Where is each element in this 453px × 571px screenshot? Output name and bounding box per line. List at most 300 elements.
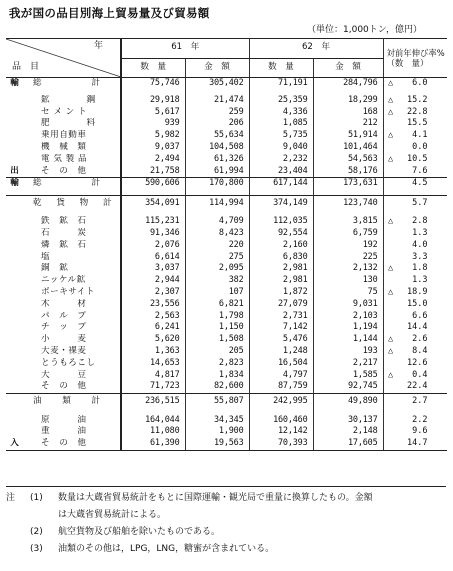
footnote-tag bbox=[6, 507, 30, 524]
change-value: 3.3 bbox=[412, 251, 428, 262]
row-label: そ の 他 bbox=[23, 438, 121, 450]
change-pct bbox=[383, 216, 447, 228]
section-label: 出 bbox=[10, 165, 19, 176]
amt62-header: 金 額 bbox=[313, 58, 383, 78]
row-label: 木 材 bbox=[23, 299, 121, 311]
amt-62: 173,631 bbox=[313, 178, 383, 190]
change-pct bbox=[383, 426, 447, 438]
row-label: セ メ ン ト bbox=[23, 107, 121, 119]
amt-61: 82,600 bbox=[185, 381, 249, 393]
change-pct bbox=[383, 394, 447, 410]
change-value: 9.6 bbox=[412, 426, 428, 437]
table-row bbox=[6, 107, 447, 119]
qty-61: 2,944 bbox=[121, 275, 185, 287]
change-value: 4.1 bbox=[412, 130, 428, 141]
change-pct bbox=[383, 240, 447, 252]
qty-62: 4,797 bbox=[249, 370, 313, 382]
qty-62: 1,248 bbox=[249, 346, 313, 358]
item-axis-label: 品 目 bbox=[12, 62, 40, 72]
decrease-marker: △ bbox=[387, 334, 394, 345]
section-label bbox=[6, 370, 23, 382]
year-62-header: 62 年 bbox=[249, 39, 383, 59]
qty-62: 27,079 bbox=[249, 299, 313, 311]
qty-61: 71,723 bbox=[121, 381, 185, 393]
qty-61: 11,080 bbox=[121, 426, 185, 438]
change-value: 1.3 bbox=[412, 275, 428, 286]
row-label: 燐 鉱 石 bbox=[23, 240, 121, 252]
change-header bbox=[383, 39, 447, 78]
qty-61: 2,307 bbox=[121, 287, 185, 299]
table-row bbox=[6, 240, 447, 252]
footnote-tag: 注 bbox=[6, 493, 16, 503]
change-value: 4.0 bbox=[412, 239, 428, 250]
change-pct bbox=[383, 130, 447, 142]
qty-61: 5,982 bbox=[121, 130, 185, 142]
amt-62: 1,194 bbox=[313, 322, 383, 334]
decrease-marker: △ bbox=[387, 153, 394, 164]
qty-61: 91,346 bbox=[121, 228, 185, 240]
table-row bbox=[6, 381, 447, 393]
table-row bbox=[6, 95, 447, 107]
amt-62: 3,815 bbox=[313, 216, 383, 228]
amt-62: 49,890 bbox=[313, 394, 383, 410]
table-row bbox=[6, 299, 447, 311]
change-pct bbox=[383, 299, 447, 311]
row-label: 石 炭 bbox=[23, 228, 121, 240]
row-label: 大 豆 bbox=[23, 370, 121, 382]
decrease-marker: △ bbox=[387, 216, 394, 227]
qty-61: 5,617 bbox=[121, 107, 185, 119]
qty-61: 14,653 bbox=[121, 358, 185, 370]
amt-61: 1,508 bbox=[185, 334, 249, 346]
amt-62: 17,605 bbox=[313, 438, 383, 450]
qty-61: 1,363 bbox=[121, 346, 185, 358]
qty-62: 2,160 bbox=[249, 240, 313, 252]
amt-62: 54,563 bbox=[313, 154, 383, 166]
change-pct bbox=[383, 334, 447, 346]
table-row bbox=[6, 216, 447, 228]
qty-61: 21,758 bbox=[121, 166, 185, 178]
footnote-number: (2) bbox=[30, 527, 43, 537]
row-label: 肥 料 bbox=[23, 118, 121, 130]
table-row bbox=[6, 438, 447, 450]
row-label: 重 油 bbox=[23, 426, 121, 438]
change-pct bbox=[383, 358, 447, 370]
qty-62: 1,872 bbox=[249, 287, 313, 299]
amt-61: 275 bbox=[185, 252, 249, 264]
change-pct bbox=[383, 107, 447, 119]
amt-61: 1,798 bbox=[185, 311, 249, 323]
change-value: 6.0 bbox=[412, 78, 428, 88]
amt-62: 58,176 bbox=[313, 166, 383, 178]
amt-62: 168 bbox=[313, 107, 383, 119]
corner-header-cell bbox=[6, 39, 121, 78]
amt-61: 6,821 bbox=[185, 299, 249, 311]
amt-61: 107 bbox=[185, 287, 249, 299]
year-61-header: 61 年 bbox=[121, 39, 249, 59]
row-label: そ の 他 bbox=[23, 166, 121, 178]
section-label bbox=[6, 311, 23, 323]
change-pct bbox=[383, 195, 447, 211]
amt-61: 170,800 bbox=[185, 178, 249, 190]
row-label: 小 麦 bbox=[23, 334, 121, 346]
amt-61: 21,474 bbox=[185, 95, 249, 107]
section-label bbox=[6, 381, 23, 393]
amt-62: 2,148 bbox=[313, 426, 383, 438]
trade-table bbox=[6, 38, 447, 451]
table-row bbox=[6, 358, 447, 370]
section-label bbox=[6, 299, 23, 311]
amt-61: 55,807 bbox=[185, 394, 249, 410]
amt-62: 101,464 bbox=[313, 142, 383, 154]
qty-62: 2,731 bbox=[249, 311, 313, 323]
amt-62: 18,299 bbox=[313, 95, 383, 107]
amt-62: 284,796 bbox=[313, 78, 383, 90]
qty-61: 3,037 bbox=[121, 263, 185, 275]
amt-61: 61,994 bbox=[185, 166, 249, 178]
change-value: 15.2 bbox=[407, 94, 428, 105]
amt-61: 220 bbox=[185, 240, 249, 252]
amt-61: 55,634 bbox=[185, 130, 249, 142]
qty-62: 71,191 bbox=[249, 78, 313, 90]
amt-62: 6,759 bbox=[313, 228, 383, 240]
change-header-text: 対前年伸び率%（数 量） bbox=[386, 47, 445, 68]
amt-61: 8,423 bbox=[185, 228, 249, 240]
row-label: 電 気 製 品 bbox=[23, 154, 121, 166]
row-label: 大麦・裸麦 bbox=[23, 346, 121, 358]
table-row bbox=[6, 346, 447, 358]
qty61-header: 数 量 bbox=[121, 58, 185, 78]
table-row bbox=[6, 178, 447, 190]
change-value: 22.8 bbox=[407, 106, 428, 117]
qty-61: 6,241 bbox=[121, 322, 185, 334]
row-label: ボーキサイト bbox=[23, 287, 121, 299]
section-label bbox=[6, 415, 23, 427]
change-pct bbox=[383, 263, 447, 275]
qty-62: 2,981 bbox=[249, 263, 313, 275]
change-value: 2.2 bbox=[412, 414, 428, 425]
footnote-number: (1) bbox=[30, 493, 43, 503]
change-value: 14.4 bbox=[407, 322, 428, 333]
section-label: 入 bbox=[6, 438, 23, 450]
qty-62: 6,830 bbox=[249, 252, 313, 264]
decrease-marker: △ bbox=[387, 106, 394, 117]
change-pct bbox=[383, 166, 447, 178]
change-pct bbox=[383, 346, 447, 358]
change-pct bbox=[383, 415, 447, 427]
amt-61: 382 bbox=[185, 275, 249, 287]
section-label bbox=[6, 228, 23, 240]
amt-61: 1,150 bbox=[185, 322, 249, 334]
row-label: 乾 貨 物 計 bbox=[23, 195, 121, 211]
decrease-marker: △ bbox=[387, 369, 394, 380]
table-row bbox=[6, 78, 447, 90]
table-row bbox=[6, 287, 447, 299]
qty-62: 5,476 bbox=[249, 334, 313, 346]
table-row bbox=[6, 142, 447, 154]
change-pct bbox=[383, 252, 447, 264]
decrease-marker: △ bbox=[387, 94, 394, 105]
amt-62: 2,132 bbox=[313, 263, 383, 275]
footnote-text: 数量は大蔵省貿易統計をもとに国際運輸・観光局で重量に換算したもの。金額 bbox=[58, 493, 373, 503]
qty-62: 87,759 bbox=[249, 381, 313, 393]
footnote-line bbox=[6, 541, 446, 558]
qty-62: 7,142 bbox=[249, 322, 313, 334]
table-row bbox=[6, 370, 447, 382]
table-row bbox=[6, 252, 447, 264]
qty-61: 61,390 bbox=[121, 438, 185, 450]
change-value: 15.0 bbox=[407, 298, 428, 309]
qty-62: 12,142 bbox=[249, 426, 313, 438]
table-row bbox=[6, 263, 447, 275]
qty-61: 590,606 bbox=[121, 178, 185, 190]
amt-61: 259 bbox=[185, 107, 249, 119]
change-pct bbox=[383, 438, 447, 450]
row-label: 乗用自動車 bbox=[23, 130, 121, 142]
header-row-years bbox=[6, 39, 447, 59]
table-row bbox=[6, 275, 447, 287]
amt-62: 193 bbox=[313, 346, 383, 358]
amt-62: 1,144 bbox=[313, 334, 383, 346]
amt-61: 206 bbox=[185, 118, 249, 130]
amt-62: 2,103 bbox=[313, 311, 383, 323]
table-row bbox=[6, 118, 447, 130]
amt-61: 19,563 bbox=[185, 438, 249, 450]
footnote-line bbox=[6, 490, 446, 507]
row-label: とうもろこし bbox=[23, 358, 121, 370]
qty-61: 29,918 bbox=[121, 95, 185, 107]
row-label: 機 械 類 bbox=[23, 142, 121, 154]
change-value: 2.6 bbox=[412, 334, 428, 345]
row-label: 原 油 bbox=[23, 415, 121, 427]
change-value: 14.7 bbox=[407, 438, 428, 449]
section-label bbox=[6, 252, 23, 264]
change-pct bbox=[383, 322, 447, 334]
change-value: 5.7 bbox=[412, 197, 428, 208]
qty-62: 23,404 bbox=[249, 166, 313, 178]
section-label bbox=[6, 130, 23, 142]
qty-62: 9,040 bbox=[249, 142, 313, 154]
row-label: 総 計 bbox=[23, 178, 121, 190]
qty-62: 242,995 bbox=[249, 394, 313, 410]
footnote-text: 航空貨物及び船舶を除いたものである。 bbox=[58, 527, 221, 537]
amt-61: 114,994 bbox=[185, 195, 249, 211]
change-pct bbox=[383, 118, 447, 130]
footnote-text: 油類のその他は，LPG，LNG，糖蜜が含まれている。 bbox=[58, 544, 275, 554]
decrease-marker: △ bbox=[387, 263, 394, 274]
qty-62: 25,359 bbox=[249, 95, 313, 107]
section-label bbox=[6, 426, 23, 438]
qty-62: 374,149 bbox=[249, 195, 313, 211]
decrease-marker: △ bbox=[387, 345, 394, 356]
decrease-marker: △ bbox=[387, 130, 394, 141]
qty-61: 9,037 bbox=[121, 142, 185, 154]
qty-62: 112,035 bbox=[249, 216, 313, 228]
amt-61: 1,834 bbox=[185, 370, 249, 382]
qty-61: 354,091 bbox=[121, 195, 185, 211]
section-label bbox=[6, 358, 23, 370]
year-axis-label: 年 bbox=[94, 41, 104, 51]
qty-61: 5,620 bbox=[121, 334, 185, 346]
table-row bbox=[6, 322, 447, 334]
section-label bbox=[6, 275, 23, 287]
change-pct bbox=[383, 275, 447, 287]
table-row bbox=[6, 195, 447, 211]
unit-note: （単位：1,000トン，億円） bbox=[307, 25, 423, 35]
amt-62: 30,137 bbox=[313, 415, 383, 427]
change-pct bbox=[383, 370, 447, 382]
footnote-text: は大蔵省貿易統計による。 bbox=[58, 510, 167, 520]
change-value: 0.4 bbox=[412, 369, 428, 380]
change-value: 10.5 bbox=[407, 153, 428, 164]
amt-62: 212 bbox=[313, 118, 383, 130]
row-label: 鉱 鋼 bbox=[23, 95, 121, 107]
section-label bbox=[6, 107, 23, 119]
change-pct bbox=[383, 287, 447, 299]
change-value: 1.8 bbox=[412, 263, 428, 274]
change-pct bbox=[383, 78, 447, 90]
change-value: 6.6 bbox=[412, 310, 428, 321]
section-label bbox=[6, 154, 23, 166]
row-label: ニッケル鉱 bbox=[23, 275, 121, 287]
footnote-tag bbox=[6, 541, 30, 558]
footnote-number bbox=[30, 507, 58, 524]
amt61-header: 金 額 bbox=[185, 58, 249, 78]
qty-61: 6,614 bbox=[121, 252, 185, 264]
footnote-number: (3) bbox=[30, 544, 43, 554]
amt-62: 1,585 bbox=[313, 370, 383, 382]
amt-61: 104,508 bbox=[185, 142, 249, 154]
table-row bbox=[6, 130, 447, 142]
row-label: 鉄 鉱 石 bbox=[23, 216, 121, 228]
qty-61: 2,494 bbox=[121, 154, 185, 166]
qty-61: 939 bbox=[121, 118, 185, 130]
qty-62: 92,554 bbox=[249, 228, 313, 240]
section-label: 輸 bbox=[6, 178, 23, 190]
table-row bbox=[6, 166, 447, 178]
change-pct bbox=[383, 95, 447, 107]
qty-62: 4,336 bbox=[249, 107, 313, 119]
amt-61: 2,095 bbox=[185, 263, 249, 275]
section-label bbox=[6, 195, 23, 211]
table-row bbox=[6, 394, 447, 410]
section-label: 輸 bbox=[6, 78, 23, 90]
qty-62: 160,460 bbox=[249, 415, 313, 427]
table-row bbox=[6, 154, 447, 166]
amt-62: 225 bbox=[313, 252, 383, 264]
change-pct bbox=[383, 142, 447, 154]
change-value: 1.3 bbox=[412, 227, 428, 238]
table-row bbox=[6, 415, 447, 427]
change-value: 7.6 bbox=[412, 165, 428, 176]
qty-61: 115,231 bbox=[121, 216, 185, 228]
section-label bbox=[6, 95, 23, 107]
amt-61: 4,709 bbox=[185, 216, 249, 228]
qty-61: 75,746 bbox=[121, 78, 185, 90]
qty-62: 70,393 bbox=[249, 438, 313, 450]
qty-62: 617,144 bbox=[249, 178, 313, 190]
amt-61: 1,900 bbox=[185, 426, 249, 438]
qty-62: 1,085 bbox=[249, 118, 313, 130]
change-value: 4.5 bbox=[412, 178, 428, 189]
amt-62: 51,914 bbox=[313, 130, 383, 142]
qty-61: 2,076 bbox=[121, 240, 185, 252]
change-value: 2.7 bbox=[412, 395, 428, 406]
row-label: 銅 鉱 bbox=[23, 263, 121, 275]
decrease-marker: △ bbox=[387, 78, 394, 88]
change-pct bbox=[383, 154, 447, 166]
qty-61: 4,817 bbox=[121, 370, 185, 382]
change-value: 12.6 bbox=[407, 357, 428, 368]
amt-62: 130 bbox=[313, 275, 383, 287]
footnote-tag bbox=[6, 524, 30, 541]
section-label bbox=[6, 322, 23, 334]
amt-61: 61,326 bbox=[185, 154, 249, 166]
change-value: 8.4 bbox=[412, 345, 428, 356]
row-label: パ ル プ bbox=[23, 311, 121, 323]
section-label bbox=[6, 287, 23, 299]
change-value: 2.8 bbox=[412, 216, 428, 227]
table-row bbox=[6, 311, 447, 323]
row-label: 油 類 計 bbox=[23, 394, 121, 410]
section-label bbox=[6, 240, 23, 252]
qty-61: 2,563 bbox=[121, 311, 185, 323]
amt-62: 2,217 bbox=[313, 358, 383, 370]
change-pct bbox=[383, 228, 447, 240]
amt-61: 34,345 bbox=[185, 415, 249, 427]
change-pct bbox=[383, 311, 447, 323]
row-label: チ ッ プ bbox=[23, 322, 121, 334]
section-label bbox=[6, 263, 23, 275]
footnote-line bbox=[6, 507, 446, 524]
change-pct bbox=[383, 178, 447, 190]
section-label bbox=[6, 118, 23, 130]
footnote-line bbox=[6, 524, 446, 541]
amt-61: 205 bbox=[185, 346, 249, 358]
row-label: そ の 他 bbox=[23, 381, 121, 393]
change-pct bbox=[383, 381, 447, 393]
section-label bbox=[6, 394, 23, 410]
qty-62: 2,981 bbox=[249, 275, 313, 287]
row-label: 総 計 bbox=[23, 78, 121, 90]
qty-62: 2,232 bbox=[249, 154, 313, 166]
qty-61: 164,044 bbox=[121, 415, 185, 427]
qty-61: 23,556 bbox=[121, 299, 185, 311]
table-row bbox=[6, 334, 447, 346]
amt-62: 192 bbox=[313, 240, 383, 252]
decrease-marker: △ bbox=[387, 286, 394, 297]
section-label bbox=[6, 216, 23, 228]
amt-61: 305,402 bbox=[185, 78, 249, 90]
qty62-header: 数 量 bbox=[249, 58, 313, 78]
table-row bbox=[6, 426, 447, 438]
change-value: 18.9 bbox=[407, 286, 428, 297]
change-value: 22.4 bbox=[407, 381, 428, 392]
qty-61: 236,515 bbox=[121, 394, 185, 410]
amt-62: 75 bbox=[313, 287, 383, 299]
amt-61: 2,823 bbox=[185, 358, 249, 370]
section-label bbox=[6, 346, 23, 358]
qty-62: 16,504 bbox=[249, 358, 313, 370]
row-label: 塩 bbox=[23, 252, 121, 264]
change-value: 0.0 bbox=[412, 141, 428, 152]
qty-62: 5,735 bbox=[249, 130, 313, 142]
page-title: 我が国の品目別海上貿易量及び貿易額 bbox=[9, 6, 210, 20]
section-label bbox=[6, 142, 23, 154]
amt-62: 92,745 bbox=[313, 381, 383, 393]
section-label bbox=[6, 334, 23, 346]
amt-62: 9,031 bbox=[313, 299, 383, 311]
